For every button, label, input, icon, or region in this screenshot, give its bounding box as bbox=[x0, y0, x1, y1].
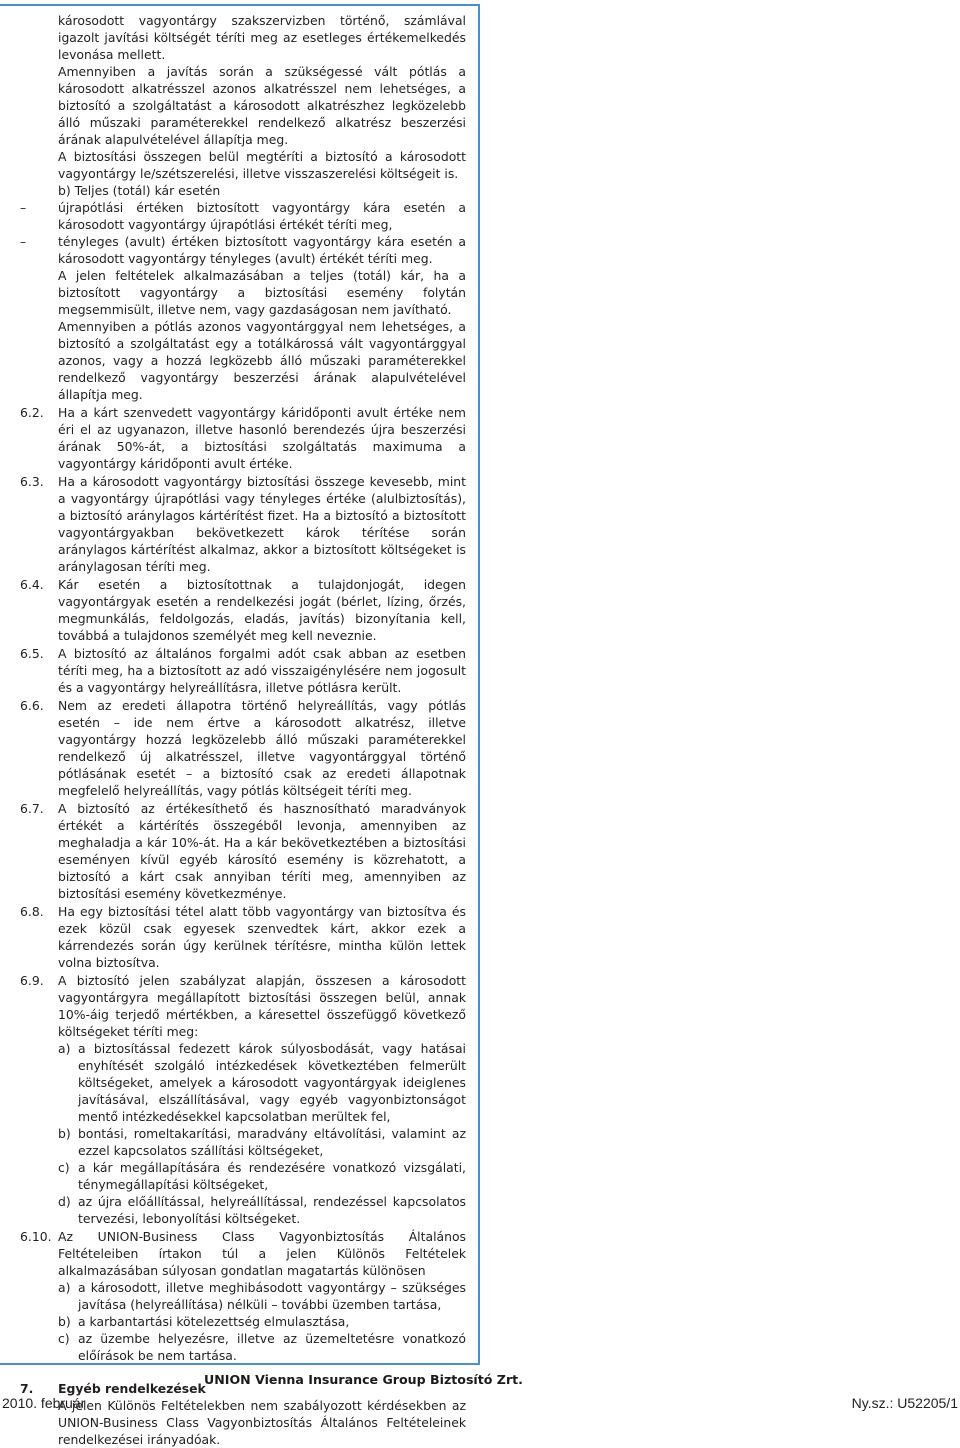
section-number: 6.4. bbox=[20, 577, 44, 592]
section-7 bbox=[20, 1380, 466, 1448]
section-text: Ha a kárt szenvedett vagyontárgy káridőponti avult értéke nem éri el az ugyanazon, illetve hasonló berendezés újra beszerzési árának 50%-át, a biztosítási szolgáltatás maximuma a vagyontárgy káridőponti avult értéke. bbox=[58, 405, 466, 471]
section-text: Ha a károsodott vagyontárgy biztosítási összege kevesebb, mint a vagyontárgy újrapótlási vagy tényleges értéke (alulbiztosítás), a biztosító aránylagos kártérítést fizet. Ha a biztosító a biztosított vagyontárgyakban bekövetkezett károk térítése során aránylagos kártérítést alkalmaz, akkor a biztosított költségeket is aránylagosan téríti meg. bbox=[58, 474, 466, 574]
section-number: 6.10. bbox=[20, 1229, 52, 1244]
dash-item-text: tényleges (avult) értéken biztosított vagyontárgy kára esetén a károsodott vagyontárgy tényleges (avult) értékét téríti meg. bbox=[58, 234, 466, 266]
section-6-9 bbox=[20, 972, 466, 1227]
intro-paragraph-2: A biztosítási összegen belül megtéríti a biztosító a károsodott vagyontárgy le/szétszerelési, illetve visszaszerelési költségeit is. bbox=[58, 149, 466, 181]
dash-marker: – bbox=[20, 200, 27, 215]
text-column bbox=[20, 12, 466, 1448]
list-item-text: az üzembe helyezésre, illetve az üzemeltetésre vonatkozó előírások be nem tartása. bbox=[78, 1331, 466, 1363]
section-body bbox=[58, 1380, 466, 1448]
section-text: A jelen Különös Feltételekben nem szabályozott kérdésekben az UNION-Business Class Vagyonbiztosítás Általános Feltételeinek rendelkezései irányadóak. bbox=[58, 1398, 466, 1447]
section-number: 7. bbox=[20, 1381, 34, 1396]
section-heading: Egyéb rendelkezések bbox=[58, 1381, 206, 1396]
intro-paragraph-5: Amennyiben a pótlás azonos vagyontárggyal nem lehetséges, a biztosító a szolgáltatást egy a totálkárossá vált vagyontárggyal azonos, vagy a hozzá legközebb álló műszaki paraméterekkel rendelkező vagyontárgy beszerzési árának alapulvételével állapítja meg. bbox=[58, 319, 466, 402]
section-6-6 bbox=[20, 697, 466, 799]
list-marker: a) bbox=[58, 1041, 71, 1056]
section-6-10 bbox=[20, 1228, 466, 1364]
list-item-text: a karbantartási kötelezettség elmulasztása, bbox=[78, 1314, 350, 1329]
list-item-text: a biztosítással fedezett károk súlyosbodását, vagy hatásai enyhítését szolgáló intézkedések következtében felmerült költségeket, amelyek a károsodott vagyontárgyak ideiglenes javításával, elszállításával, vagy egyéb vagyonbiztonságot mentő intézkedésekkel kapcsolatban merültek fel, bbox=[78, 1041, 466, 1124]
dash-item-2 bbox=[20, 233, 466, 267]
list-item-text: a károsodott, illetve meghibásodott vagyontárgy – szükséges javítása (helyreállítása) nélküli – további üzemben tartása, bbox=[78, 1280, 466, 1312]
dash-item-text: újrapótlási értéken biztosított vagyontárgy kára esetén a károsodott vagyontárgy újrapótlási értékét téríti meg, bbox=[58, 200, 466, 232]
section-6-3 bbox=[20, 473, 466, 575]
intro-paragraph-3: b) Teljes (totál) kár esetén bbox=[58, 183, 221, 198]
list-item bbox=[58, 1040, 466, 1125]
section-text: Nem az eredeti állapotra történő helyreállítás, vagy pótlás esetén – ide nem értve a károsodott alkatrész, illetve vagyontárgy hozzá legközelebb álló műszaki paraméterekkel rendelkező új alkatrésszel, illetve vagyontárggyal történő pótlásának esetét – a biztosító csak az eredeti állapotnak megfelelő helyreállítás, vagy pótlás költségeit téríti meg. bbox=[58, 698, 466, 798]
list-item bbox=[58, 1159, 466, 1193]
list-marker: a) bbox=[58, 1280, 71, 1295]
list-marker: b) bbox=[58, 1314, 71, 1329]
section-text: Ha egy biztosítási tétel alatt több vagyontárgy van biztosítva és ezek közül csak egyesek szenvedtek kárt, akkor ezek a kárrendezés során úgy kerülnek térítésre, mintha külön lettek volna biztosítva. bbox=[58, 904, 466, 970]
list-marker: c) bbox=[58, 1160, 70, 1175]
list-item-text: bontási, romeltakarítási, maradvány eltávolítási, valamint az ezzel kapcsolatos szállítási költségeket, bbox=[78, 1126, 466, 1158]
list-item bbox=[58, 1125, 466, 1159]
section-number: 6.7. bbox=[20, 801, 44, 816]
section-body bbox=[58, 1228, 466, 1364]
company-name: UNION Vienna Insurance Group Biztosító Zrt. bbox=[204, 1372, 523, 1387]
dash-marker: – bbox=[20, 234, 27, 249]
section-number: 6.2. bbox=[20, 405, 44, 420]
list-item-text: a kár megállapítására és rendezésére vonatkozó vizsgálati, ténymegállapítási költségeket, bbox=[78, 1160, 466, 1192]
section-number: 6.5. bbox=[20, 646, 44, 661]
list-item-text: az újra előállítással, helyreállítással, rendezéssel kapcsolatos tervezési, lebonyolítási költségeket. bbox=[78, 1194, 466, 1226]
intro-paragraph-1: Amennyiben a javítás során a szükségessé vált pótlás a károsodott alkatrésszel azonos alkatrésszel nem lehetséges, a biztosító a szolgáltatást a károsodott alkatrészhez legközelebb álló műszaki paraméterekkel rendelkező alkatrész beszerzési árának alapulvételével állapítja meg. bbox=[58, 64, 466, 147]
list-marker: c) bbox=[58, 1331, 70, 1346]
section-number: 6.3. bbox=[20, 474, 44, 489]
section-6-4 bbox=[20, 576, 466, 644]
section-number: 6.8. bbox=[20, 904, 44, 919]
section-text: A biztosító az általános forgalmi adót csak abban az esetben téríti meg, ha a biztosított az adó visszaigénylésére nem jogosult és a vagyontárgy helyreállításra, illetve pótlásra került. bbox=[58, 646, 466, 695]
intro-paragraph-0: károsodott vagyontárgy szakszervizben történő, számlával igazolt javítási költségét téríti meg az esetleges értékemelkedés levonása mellett. bbox=[58, 13, 466, 62]
intro-paragraph-4: A jelen feltételek alkalmazásában a teljes (totál) kár, ha a biztosított vagyontárgy a biztosítási esemény folytán megsemmisült, illetve nem, vagy gazdaságosan nem javítható. bbox=[58, 268, 466, 317]
list-item bbox=[58, 1313, 466, 1330]
section-text: A biztosító jelen szabályzat alapján, összesen a károsodott vagyontárgyra megállapított biztosítási összegen belül, annak 10%-áig terjedő mértékben, a káresettel összefüggő következő költségeket téríti meg: bbox=[58, 973, 466, 1039]
list-item bbox=[58, 1330, 466, 1364]
list-marker: d) bbox=[58, 1194, 71, 1209]
list-item bbox=[58, 1193, 466, 1227]
section-6-5 bbox=[20, 645, 466, 696]
section-text: A biztosító az értékesíthető és hasznosítható maradványok értékét a kártérítés összegéből levonja, amennyiben az meghaladja a kár 10%-át. Ha a kár bekövetkeztében a biztosítási eseményen kívül egyéb károsító esemény is közrehatott, a biztosító a kárt csak annyiban téríti meg, amennyiben az biztosítási esemény következménye. bbox=[58, 801, 466, 901]
section-6-8 bbox=[20, 903, 466, 971]
section-body bbox=[58, 972, 466, 1227]
footer-reference: Ny.sz.: U52205/1 bbox=[851, 1395, 958, 1411]
list-item bbox=[58, 1279, 466, 1313]
dash-item-1 bbox=[20, 199, 466, 233]
section-number: 6.9. bbox=[20, 973, 44, 988]
section-text: Az UNION-Business Class Vagyonbiztosítás Általános Feltételeiben írtakon túl a jelen Különös Feltételek alkalmazásában súlyosan gondatlan magatartás különösen bbox=[58, 1229, 466, 1278]
section-6-7 bbox=[20, 800, 466, 902]
section-number: 6.6. bbox=[20, 698, 44, 713]
section-text: Kár esetén a biztosítottnak a tulajdonjogát, idegen vagyontárgyak esetén a rendelkezési jogát (bérlet, lízing, őrzés, megmunkálás, feldolgozás, eladás, javítás) bizonyítania kell, továbbá a tulajdonos személyét meg kell neveznie. bbox=[58, 577, 466, 643]
footer-date: 2010. február bbox=[2, 1395, 86, 1411]
section-6-2 bbox=[20, 404, 466, 472]
list-marker: b) bbox=[58, 1126, 71, 1141]
